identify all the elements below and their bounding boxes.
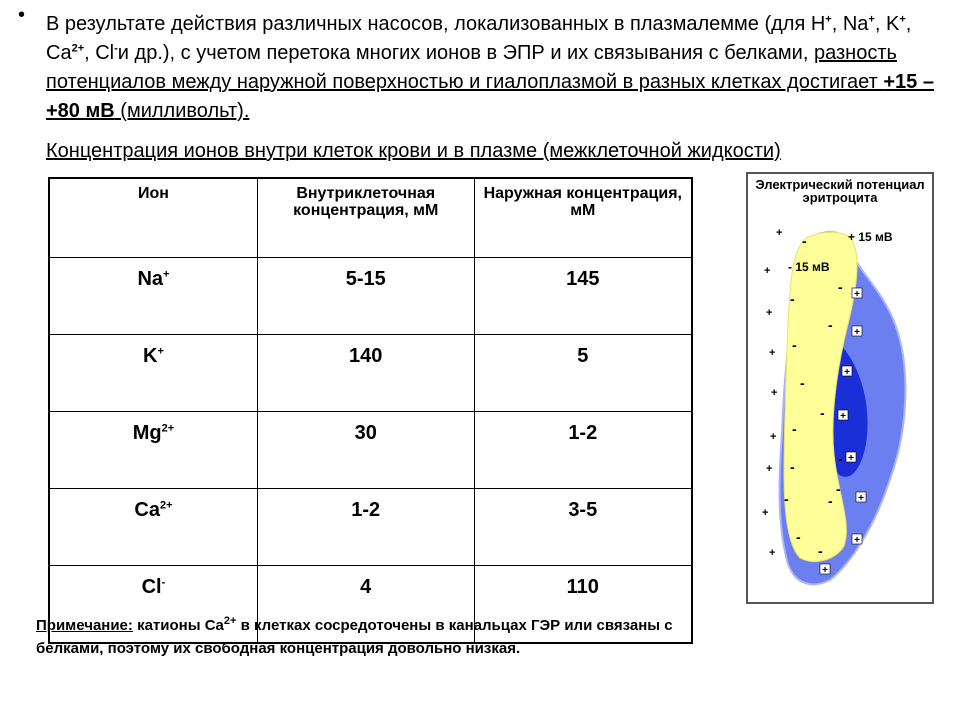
svg-text:-: - — [838, 451, 843, 467]
bullet-icon: • — [18, 4, 26, 26]
svg-text:+: + — [769, 547, 776, 559]
ion-cell — [49, 258, 257, 335]
note-label: Примечание: — [36, 617, 133, 634]
svg-text:+: + — [854, 289, 860, 300]
ion-name: K — [143, 345, 158, 367]
svg-text:+: + — [770, 431, 777, 443]
header-inside: Внутриклеточная концентрация, мМ — [257, 178, 474, 258]
sup-h: + — [825, 13, 832, 26]
svg-text:+: + — [776, 227, 783, 239]
intro-underlined-text: разность потенциалов между наружной поверхностью и гиалоплазмой в разных клетках достигает — [46, 42, 897, 93]
svg-text:-: - — [838, 279, 843, 295]
ion-concentration-table — [48, 177, 693, 644]
intro-text-1: В результате действия различных насосов, локализованных в плазмалемме (для H — [46, 13, 826, 35]
intro-paragraph — [46, 10, 946, 126]
potential-range: +15 – +80 мВ — [46, 71, 934, 122]
ion-name: Ca — [134, 499, 160, 521]
ion-cell — [49, 412, 257, 489]
ion-name: Na — [137, 268, 164, 290]
svg-text:+: + — [858, 493, 864, 504]
ion-charge: - — [161, 576, 166, 589]
ion-cell — [49, 489, 257, 566]
svg-text:-: - — [828, 493, 833, 509]
intro-text-6: и др.), с учетом перетока многих ионов в ЭПР и их связывания с белками, — [117, 42, 814, 64]
outside-cell: 3-5 — [474, 489, 692, 566]
inside-cell: 140 — [257, 335, 474, 412]
svg-text:+: + — [854, 327, 860, 338]
table-row — [49, 335, 692, 412]
erythrocyte-potential-diagram — [746, 172, 934, 604]
svg-text:-: - — [818, 543, 823, 559]
svg-text:-: - — [784, 491, 789, 507]
svg-text:+: + — [822, 565, 828, 576]
svg-text:+: + — [854, 535, 860, 546]
erythrocyte-illustration — [748, 174, 932, 602]
table-header-row — [49, 178, 692, 258]
intro-text-4: , Ca — [46, 13, 912, 64]
svg-text:+: + — [769, 347, 776, 359]
outer-potential-label: + 15 мВ — [848, 230, 893, 244]
svg-text:+: + — [844, 367, 850, 378]
svg-text:-: - — [820, 405, 825, 421]
diagram-title: Электрический потенциал эритроцита — [755, 177, 925, 205]
table-row — [49, 412, 692, 489]
intro-text-5: , Cl — [84, 42, 115, 64]
table-row — [49, 489, 692, 566]
note-text-1: катионы Ca — [132, 617, 224, 634]
ion-charge: + — [157, 345, 164, 358]
svg-text:-: - — [792, 337, 797, 353]
ion-charge: 2+ — [159, 499, 173, 512]
note-sup: 2+ — [223, 615, 237, 627]
ion-charge: 2+ — [161, 422, 175, 435]
svg-text:-: - — [828, 317, 833, 333]
sup-cl: - — [114, 42, 118, 55]
inside-cell: 4 — [257, 566, 474, 644]
intro-text-2: , Na — [831, 13, 869, 35]
svg-text:-: - — [796, 529, 801, 545]
svg-text:-: - — [802, 233, 807, 249]
sup-na: + — [868, 13, 875, 26]
inside-cell: 1-2 — [257, 489, 474, 566]
svg-text:+: + — [766, 463, 773, 475]
inside-cell: 5-15 — [257, 258, 474, 335]
svg-text:-: - — [792, 421, 797, 437]
inner-potential-label: - 15 мВ — [788, 260, 830, 274]
svg-text:-: - — [790, 291, 795, 307]
header-outside: Наружная концентрация, мМ — [474, 178, 692, 258]
outside-cell: 145 — [474, 258, 692, 335]
svg-text:+: + — [840, 411, 846, 422]
svg-text:+: + — [762, 507, 769, 519]
svg-text:-: - — [800, 375, 805, 391]
svg-text:-: - — [790, 459, 795, 475]
ion-cell — [49, 335, 257, 412]
outside-cell: 1-2 — [474, 412, 692, 489]
ion-name: Cl — [141, 576, 162, 598]
footnote — [36, 614, 736, 660]
table-row — [49, 258, 692, 335]
ion-charge: + — [163, 268, 170, 281]
table-heading: Концентрация ионов внутри клеток крови и в плазме (межклеточной жидкости) — [46, 140, 781, 162]
svg-text:+: + — [771, 387, 778, 399]
header-ion: Ион — [49, 178, 257, 258]
svg-text:+: + — [848, 453, 854, 464]
sup-k: + — [899, 13, 906, 26]
svg-text:-: - — [836, 481, 841, 497]
svg-text:+: + — [766, 307, 773, 319]
svg-text:+: + — [764, 265, 771, 277]
outside-cell: 5 — [474, 335, 692, 412]
sup-ca: 2+ — [71, 42, 85, 55]
intro-text-3: , K — [874, 13, 900, 35]
ion-name: Mg — [132, 422, 162, 444]
note-text-2: в клетках сосредоточены в канальцах ГЭР или связаны с белками, поэтому их свободная концентрация довольно низкая. — [36, 617, 673, 657]
inside-cell: 30 — [257, 412, 474, 489]
outside-cell: 110 — [474, 566, 692, 644]
intro-unit-text: (милливольт). — [114, 100, 250, 122]
